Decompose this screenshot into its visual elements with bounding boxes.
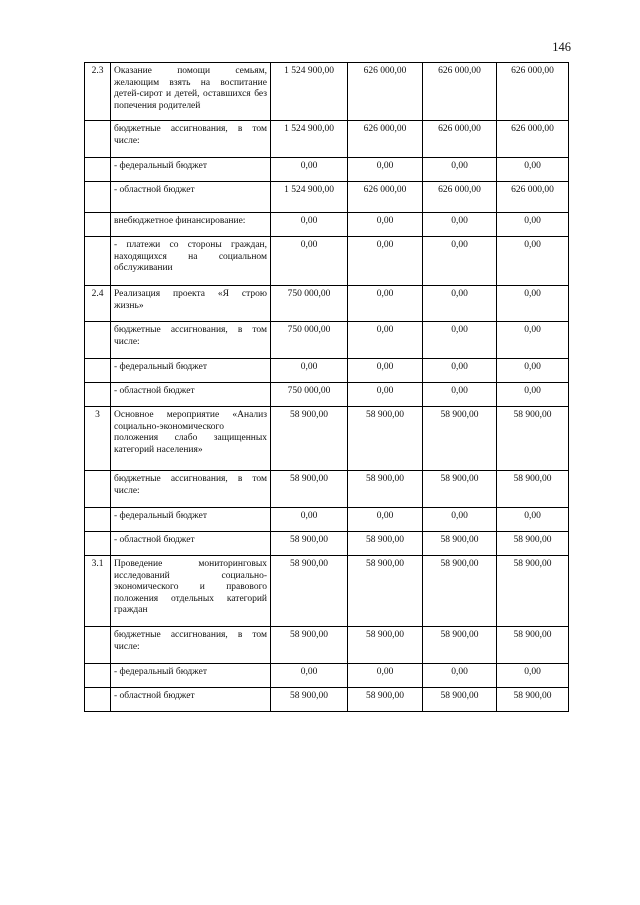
amount-cell: 626 000,00 xyxy=(497,182,569,213)
amount-cell: 1 524 900,00 xyxy=(271,121,348,158)
amount-cell: 58 900,00 xyxy=(348,556,423,627)
table-row xyxy=(85,532,569,556)
table-row xyxy=(85,182,569,213)
amount-cell: 0,00 xyxy=(348,383,423,407)
amount-cell: 0,00 xyxy=(348,664,423,688)
amount-cell: 0,00 xyxy=(348,286,423,322)
amount-cell: 58 900,00 xyxy=(271,688,348,712)
amount-cell: 58 900,00 xyxy=(271,471,348,508)
amount-cell: 626 000,00 xyxy=(348,121,423,158)
amount-cell: 626 000,00 xyxy=(497,63,569,121)
row-number-cell xyxy=(85,383,111,407)
row-name-cell: - федеральный бюджет xyxy=(111,508,271,532)
amount-cell: 58 900,00 xyxy=(348,532,423,556)
amount-cell: 58 900,00 xyxy=(423,471,497,508)
row-number-cell xyxy=(85,322,111,359)
row-number-cell xyxy=(85,664,111,688)
row-name-cell: - областной бюджет xyxy=(111,688,271,712)
table-row xyxy=(85,556,569,627)
amount-cell: 58 900,00 xyxy=(271,407,348,471)
row-number-cell xyxy=(85,121,111,158)
row-name-cell: - федеральный бюджет xyxy=(111,158,271,182)
amount-cell: 58 900,00 xyxy=(423,556,497,627)
amount-cell: 58 900,00 xyxy=(271,532,348,556)
amount-cell: 58 900,00 xyxy=(423,627,497,664)
row-name-cell: внебюджетное финансирование: xyxy=(111,213,271,237)
amount-cell: 0,00 xyxy=(271,158,348,182)
amount-cell: 0,00 xyxy=(497,158,569,182)
amount-cell: 750 000,00 xyxy=(271,286,348,322)
amount-cell: 58 900,00 xyxy=(271,627,348,664)
amount-cell: 0,00 xyxy=(423,508,497,532)
amount-cell: 0,00 xyxy=(497,383,569,407)
table-row xyxy=(85,471,569,508)
table-row xyxy=(85,158,569,182)
amount-cell: 58 900,00 xyxy=(497,688,569,712)
row-number-cell xyxy=(85,508,111,532)
row-name-cell: Реализация проекта «Я строю жизнь» xyxy=(111,286,271,322)
amount-cell: 58 900,00 xyxy=(497,407,569,471)
row-number-cell xyxy=(85,182,111,213)
row-number-cell xyxy=(85,237,111,286)
amount-cell: 58 900,00 xyxy=(497,627,569,664)
row-number-cell xyxy=(85,359,111,383)
row-number-cell: 2.3 xyxy=(85,63,111,121)
table-row xyxy=(85,121,569,158)
row-number-cell xyxy=(85,158,111,182)
amount-cell: 58 900,00 xyxy=(423,407,497,471)
amount-cell: 58 900,00 xyxy=(423,688,497,712)
row-name-cell: бюджетные ассигнования, в том числе: xyxy=(111,322,271,359)
amount-cell: 0,00 xyxy=(271,508,348,532)
amount-cell: 58 900,00 xyxy=(497,556,569,627)
amount-cell: 0,00 xyxy=(423,664,497,688)
table-row xyxy=(85,359,569,383)
amount-cell: 750 000,00 xyxy=(271,383,348,407)
amount-cell: 0,00 xyxy=(423,322,497,359)
amount-cell: 0,00 xyxy=(348,359,423,383)
amount-cell: 0,00 xyxy=(348,508,423,532)
amount-cell: 750 000,00 xyxy=(271,322,348,359)
amount-cell: 0,00 xyxy=(271,359,348,383)
amount-cell: 0,00 xyxy=(271,213,348,237)
row-name-cell: бюджетные ассигнования, в том числе: xyxy=(111,627,271,664)
row-name-cell: - федеральный бюджет xyxy=(111,664,271,688)
row-name-cell: бюджетные ассигнования, в том числе: xyxy=(111,121,271,158)
amount-cell: 0,00 xyxy=(423,237,497,286)
amount-cell: 58 900,00 xyxy=(271,556,348,627)
amount-cell: 0,00 xyxy=(423,213,497,237)
table-row xyxy=(85,322,569,359)
budget-table-body xyxy=(85,63,569,712)
amount-cell: 0,00 xyxy=(497,322,569,359)
table-row xyxy=(85,407,569,471)
row-name-cell: - областной бюджет xyxy=(111,182,271,213)
row-name-cell: - федеральный бюджет xyxy=(111,359,271,383)
amount-cell: 0,00 xyxy=(348,213,423,237)
row-number-cell xyxy=(85,532,111,556)
table-row xyxy=(85,688,569,712)
table-row xyxy=(85,664,569,688)
amount-cell: 0,00 xyxy=(271,237,348,286)
row-number-cell: 2.4 xyxy=(85,286,111,322)
table-row xyxy=(85,213,569,237)
row-name-cell: - областной бюджет xyxy=(111,532,271,556)
row-number-cell: 3 xyxy=(85,407,111,471)
amount-cell: 626 000,00 xyxy=(497,121,569,158)
amount-cell: 626 000,00 xyxy=(348,63,423,121)
amount-cell: 58 900,00 xyxy=(423,532,497,556)
table-row xyxy=(85,63,569,121)
amount-cell: 0,00 xyxy=(423,286,497,322)
row-name-cell: Оказание помощи семьям, желающим взять на воспитание детей-сирот и детей, оставшихся без попечения родителей xyxy=(111,63,271,121)
amount-cell: 626 000,00 xyxy=(423,121,497,158)
table-row xyxy=(85,383,569,407)
amount-cell: 0,00 xyxy=(497,213,569,237)
amount-cell: 58 900,00 xyxy=(497,471,569,508)
row-name-cell: - областной бюджет xyxy=(111,383,271,407)
amount-cell: 58 900,00 xyxy=(348,627,423,664)
amount-cell: 626 000,00 xyxy=(423,182,497,213)
amount-cell: 58 900,00 xyxy=(348,471,423,508)
amount-cell: 0,00 xyxy=(423,359,497,383)
amount-cell: 1 524 900,00 xyxy=(271,182,348,213)
row-name-cell: - платежи со стороны граждан, находящихся на социальном обслуживании xyxy=(111,237,271,286)
amount-cell: 0,00 xyxy=(348,237,423,286)
amount-cell: 0,00 xyxy=(497,286,569,322)
row-number-cell xyxy=(85,688,111,712)
amount-cell: 58 900,00 xyxy=(497,532,569,556)
amount-cell: 626 000,00 xyxy=(423,63,497,121)
amount-cell: 58 900,00 xyxy=(348,407,423,471)
amount-cell: 1 524 900,00 xyxy=(271,63,348,121)
amount-cell: 0,00 xyxy=(348,158,423,182)
amount-cell: 0,00 xyxy=(497,508,569,532)
row-number-cell xyxy=(85,627,111,664)
row-name-cell: бюджетные ассигнования, в том числе: xyxy=(111,471,271,508)
amount-cell: 0,00 xyxy=(423,383,497,407)
amount-cell: 0,00 xyxy=(497,664,569,688)
table-row xyxy=(85,508,569,532)
amount-cell: 0,00 xyxy=(497,359,569,383)
row-name-cell: Проведение мониторинговых исследований социально-экономического и правового положения отдельных категорий граждан xyxy=(111,556,271,627)
amount-cell: 0,00 xyxy=(423,158,497,182)
amount-cell: 0,00 xyxy=(348,322,423,359)
row-number-cell xyxy=(85,471,111,508)
row-number-cell: 3.1 xyxy=(85,556,111,627)
table-row xyxy=(85,627,569,664)
amount-cell: 58 900,00 xyxy=(348,688,423,712)
table-row xyxy=(85,286,569,322)
amount-cell: 626 000,00 xyxy=(348,182,423,213)
budget-table xyxy=(84,62,569,712)
row-number-cell xyxy=(85,213,111,237)
page-number: 146 xyxy=(552,40,571,54)
amount-cell: 0,00 xyxy=(271,664,348,688)
table-row xyxy=(85,237,569,286)
row-name-cell: Основное мероприятие «Анализ социально-экономического положения слабо защищенных категорий населения» xyxy=(111,407,271,471)
amount-cell: 0,00 xyxy=(497,237,569,286)
